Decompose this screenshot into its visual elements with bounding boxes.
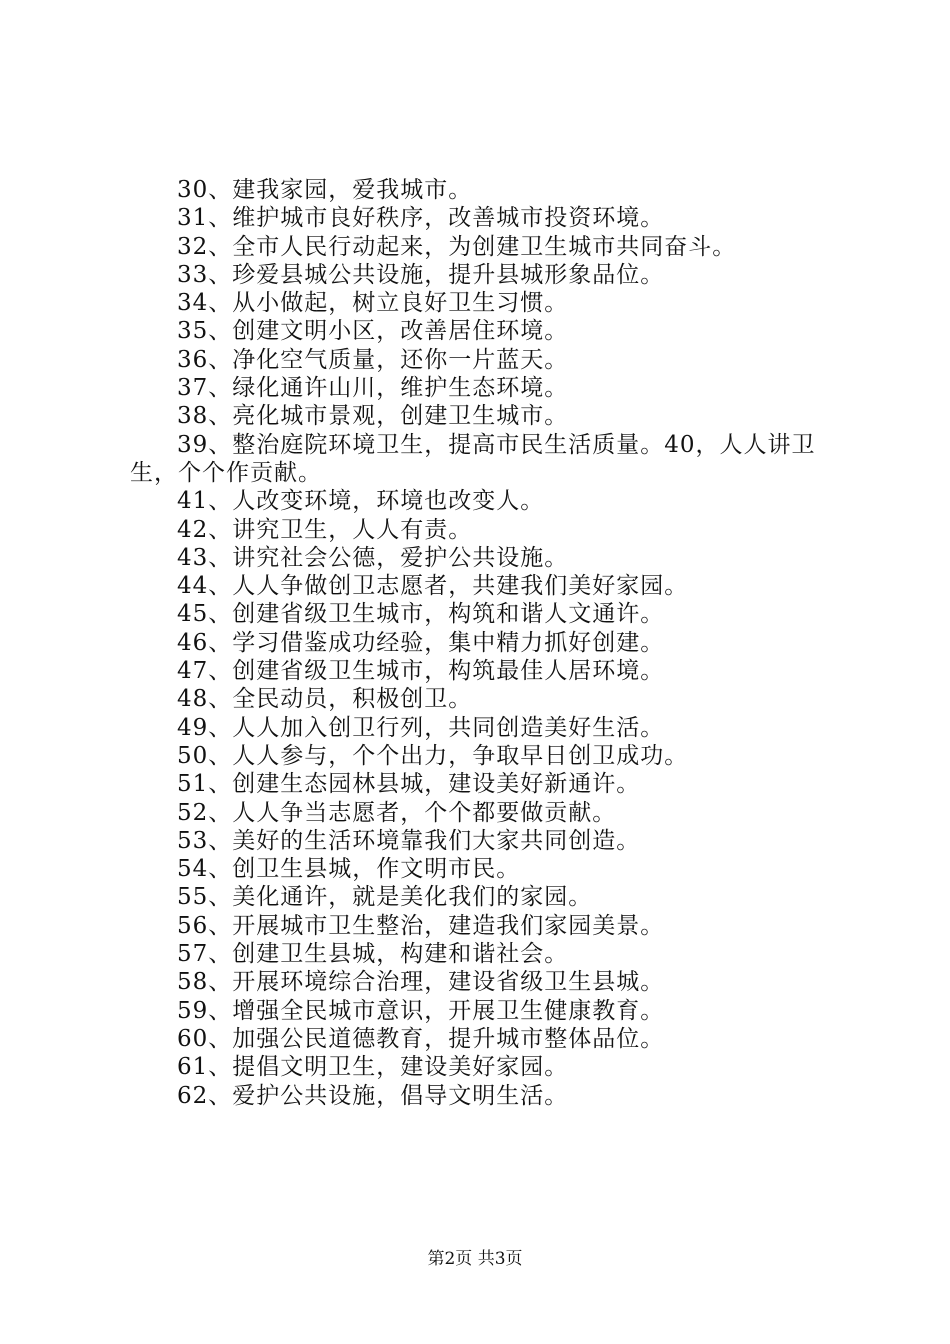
- slogan-line: 35、创建文明小区，改善居住环境。: [177, 318, 569, 345]
- slogan-line: 46、学习借鉴成功经验，集中精力抓好创建。: [177, 629, 665, 656]
- slogan-line: 50、人人参与，个个出力，争取早日创卫成功。: [177, 742, 689, 769]
- slogan-line: 59、增强全民城市意识，开展卫生健康教育。: [177, 997, 665, 1024]
- slogan-line: 44、人人争做创卫志愿者，共建我们美好家园。: [177, 573, 689, 600]
- slogan-line: 30、建我家园，爱我城市。: [177, 177, 473, 203]
- slogan-line: 57、创建卫生县城，构建和谐社会。: [177, 941, 569, 968]
- slogan-line: 62、爱护公共设施，倡导文明生活。: [177, 1082, 569, 1109]
- slogan-line: 48、全民动员，积极创卫。: [177, 686, 473, 713]
- slogan-line-wrapped: 39、整治庭院环境卫生，提高市民生活质量。40，人人讲卫生，个个作贡献。: [130, 431, 816, 486]
- slogan-line: 55、美化通许，就是美化我们的家园。: [177, 884, 593, 911]
- slogan-line: 56、开展城市卫生整治，建造我们家园美景。: [177, 912, 665, 939]
- slogan-line: 33、珍爱县城公共设施，提升县城形象品位。: [177, 261, 665, 288]
- slogan-line: 49、人人加入创卫行列，共同创造美好生活。: [177, 714, 665, 741]
- slogan-line: 53、美好的生活环境靠我们大家共同创造。: [177, 827, 641, 854]
- slogan-line: 47、创建省级卫生城市，构筑最佳人居环境。: [177, 658, 665, 685]
- slogan-line: 51、创建生态园林县城，建设美好新通许。: [177, 771, 641, 798]
- slogan-line: 31、维护城市良好秩序，改善城市投资环境。: [177, 205, 665, 232]
- slogan-line: 32、全市人民行动起来，为创建卫生城市共同奋斗。: [177, 233, 737, 260]
- slogan-line: 38、亮化城市景观，创建卫生城市。: [177, 403, 569, 430]
- slogan-line: 52、人人争当志愿者，个个都要做贡献。: [177, 799, 617, 826]
- slogan-line: 42、讲究卫生，人人有责。: [177, 516, 473, 543]
- page-footer: 第2页 共3页: [427, 1249, 523, 1269]
- slogan-line: 34、从小做起，树立良好卫生习惯。: [177, 290, 569, 317]
- slogan-line: 43、讲究社会公德，爱护公共设施。: [177, 544, 569, 571]
- slogan-line: 58、开展环境综合治理，建设省级卫生县城。: [177, 969, 665, 996]
- slogan-list: [130, 176, 830, 1110]
- slogan-line: 60、加强公民道德教育，提升城市整体品位。: [177, 1025, 665, 1052]
- slogan-line: 61、提倡文明卫生，建设美好家园。: [177, 1054, 569, 1081]
- slogan-line: 41、人改变环境，环境也改变人。: [177, 488, 545, 515]
- slogan-line: 54、创卫生县城，作文明市民。: [177, 856, 521, 883]
- slogan-line: 37、绿化通许山川，维护生态环境。: [177, 375, 569, 402]
- slogan-line: 36、净化空气质量，还你一片蓝天。: [177, 346, 569, 373]
- slogan-line: 45、创建省级卫生城市，构筑和谐人文通许。: [177, 601, 665, 628]
